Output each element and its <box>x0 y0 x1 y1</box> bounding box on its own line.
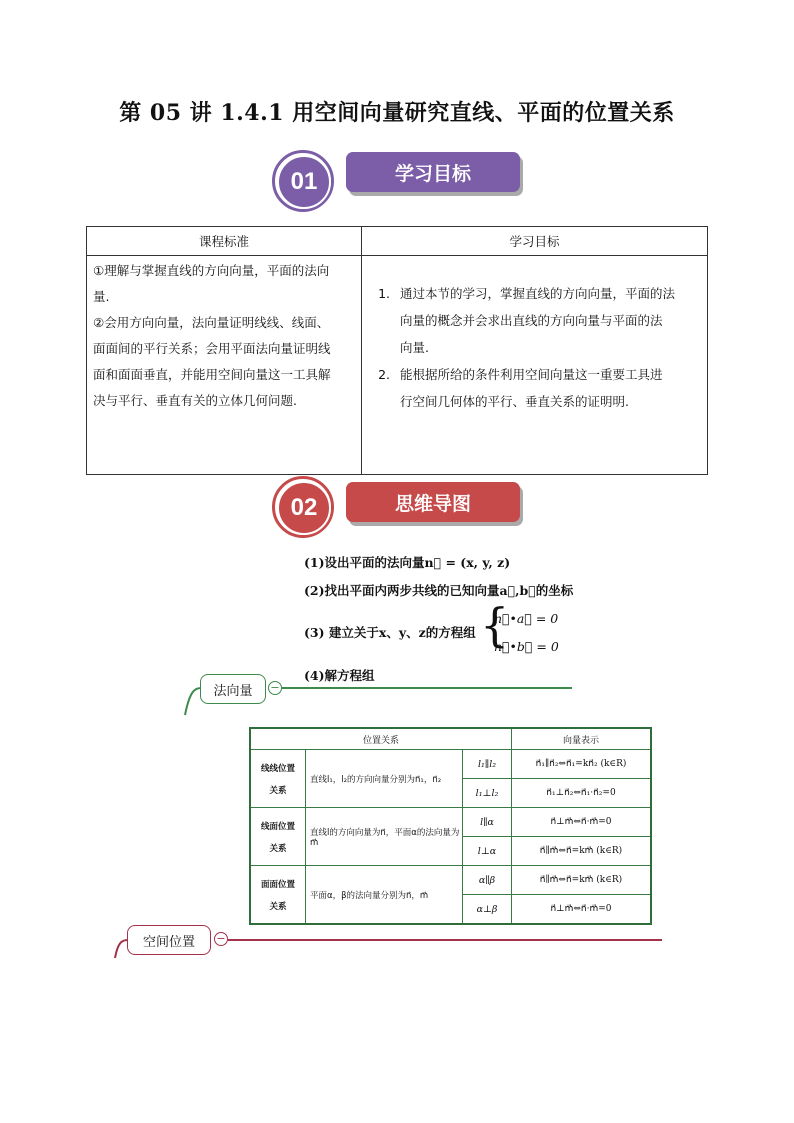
table-header: 向量表示 <box>512 728 652 750</box>
relation-group: 线线位置 关系 <box>250 750 306 808</box>
course-standard-cell <box>87 256 362 475</box>
relation-symbol: l⊥α <box>463 837 512 866</box>
equation: n⃗•a⃗ = 0 <box>494 611 559 626</box>
objective-item <box>394 361 701 415</box>
table-header: 位置关系 <box>250 728 512 750</box>
objective-line: 向量. <box>400 340 429 355</box>
standard-line: 面和面面垂直，并能用空间向量这一工具解 <box>93 367 331 382</box>
brace-icon: { <box>480 598 510 652</box>
objectives-cell <box>362 256 708 475</box>
vector-expr: n⃗∥m⃗⇔n⃗=km⃗ (k∈R) <box>512 837 652 866</box>
vector-expr: n⃗₁∥n⃗₂⇔n⃗₁=kn⃗₂ (k∈R) <box>512 750 652 779</box>
standard-line: 量. <box>93 289 110 304</box>
relation-symbol: α⊥β <box>463 895 512 925</box>
relation-desc: 直线l的方向向量为n⃗，平面α的法向量为m⃗ <box>306 808 463 866</box>
standard-line: 决与平行、垂直有关的立体几何问题. <box>93 393 297 408</box>
relation-group: 线面位置 关系 <box>250 808 306 866</box>
collapse-icon[interactable]: − <box>268 681 282 695</box>
vector-expr: n⃗∥m⃗⇔n⃗=km⃗ (k∈R) <box>512 866 652 895</box>
goals-table <box>86 226 708 475</box>
objective-line: 2. 能根据所给的条件利用空间向量这一重要工具进 <box>400 367 663 382</box>
relation-symbol: l₁∥l₂ <box>463 750 512 779</box>
step-text: (4)解方程组 <box>304 668 375 683</box>
node-spatial-position[interactable]: 空间位置 <box>127 925 211 955</box>
table-header: 学习目标 <box>362 227 708 256</box>
step-text: (1)设出平面的法向量n⃗ = (x, y, z) <box>304 555 511 570</box>
step-text: (3) 建立关于x、y、z的方程组 <box>304 625 476 640</box>
vector-expr: n⃗⊥m⃗⇔n⃗·m⃗=0 <box>512 808 652 837</box>
relation-symbol: l∥α <box>463 808 512 837</box>
objective-line: 1. 通过本节的学习，掌握直线的方向向量，平面的法 <box>400 286 676 301</box>
vector-expr: n⃗⊥m⃗⇔n⃗·m⃗=0 <box>512 895 652 925</box>
section-label: 思维导图 <box>346 482 520 522</box>
relation-group: 面面位置 关系 <box>250 866 306 925</box>
standard-line: 面面间的平行关系；会用平面法向量证明线 <box>93 341 331 356</box>
section-label: 学习目标 <box>346 152 520 192</box>
table-header: 课程标准 <box>87 227 362 256</box>
section-number: 02 <box>290 494 318 521</box>
relation-symbol: α∥β <box>463 866 512 895</box>
relation-desc: 平面α，β的法向量分别为n⃗，m⃗ <box>306 866 463 925</box>
collapse-icon[interactable]: − <box>214 932 228 946</box>
standard-line: ②会用方向向量，法向量证明线线、线面、 <box>93 315 330 330</box>
objective-item <box>394 280 701 361</box>
page-title: 第 05 讲 1.4.1 用空间向量研究直线、平面的位置关系 <box>119 100 675 126</box>
node-normal-vector[interactable]: 法向量 <box>200 674 266 704</box>
step-text: (2)找出平面内两步共线的已知向量a⃗,b⃗的坐标 <box>304 583 574 598</box>
relation-table <box>249 727 652 925</box>
objective-line: 行空间几何体的平行、垂直关系的证明明. <box>400 394 629 409</box>
equation: n⃗•b⃗ = 0 <box>494 639 559 654</box>
objective-line: 向量的概念并会求出直线的方向向量与平面的法 <box>400 313 663 328</box>
relation-symbol: l₁⊥l₂ <box>463 779 512 808</box>
relation-desc: 直线l₁，l₂的方向向量分别为n⃗₁，n⃗₂ <box>306 750 463 808</box>
standard-line: ①理解与掌握直线的方向向量，平面的法向 <box>93 263 330 278</box>
section-number: 01 <box>290 168 318 195</box>
vector-expr: n⃗₁⊥n⃗₂⇔n⃗₁·n⃗₂=0 <box>512 779 652 808</box>
